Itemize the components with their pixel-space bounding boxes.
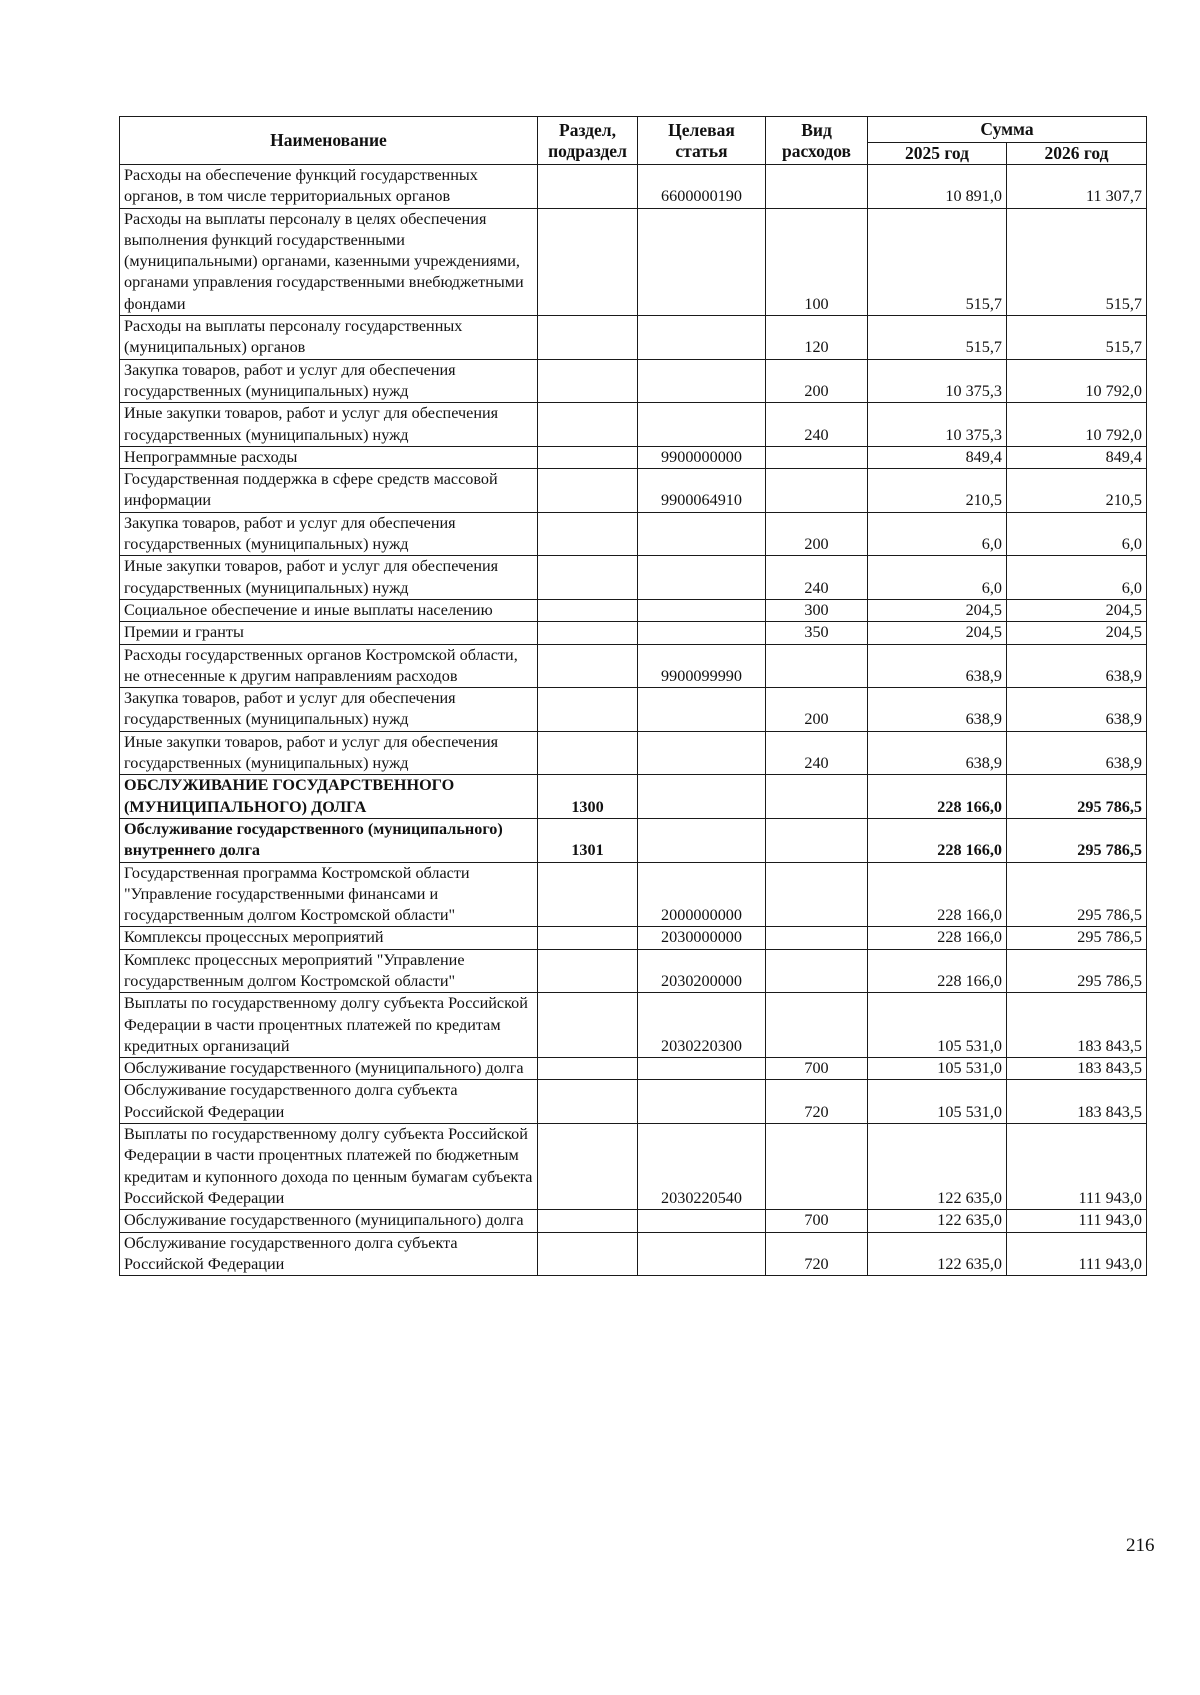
row-expense-type (766, 165, 868, 209)
table-row (120, 1232, 1147, 1276)
row-target (638, 556, 766, 600)
table-row (120, 818, 1147, 862)
row-target (638, 1210, 766, 1232)
table-row (120, 1080, 1147, 1124)
table-row (120, 316, 1147, 360)
table-row (120, 731, 1147, 775)
row-target (638, 622, 766, 644)
row-amount-2025: 228 166,0 (868, 862, 1007, 927)
row-expense-type (766, 927, 868, 949)
row-name: Иные закупки товаров, работ и услуг для обеспечения государственных (муниципальных) нужд (120, 403, 538, 447)
row-expense-type: 120 (766, 316, 868, 360)
row-amount-2025: 228 166,0 (868, 818, 1007, 862)
table-row (120, 949, 1147, 993)
row-amount-2025: 849,4 (868, 446, 1007, 468)
row-amount-2025: 204,5 (868, 622, 1007, 644)
row-amount-2025: 105 531,0 (868, 1080, 1007, 1124)
row-target: 2030000000 (638, 927, 766, 949)
row-amount-2026: 111 943,0 (1007, 1232, 1147, 1276)
row-amount-2025: 638,9 (868, 731, 1007, 775)
row-amount-2025: 122 635,0 (868, 1124, 1007, 1210)
row-expense-type (766, 949, 868, 993)
row-target: 6600000190 (638, 165, 766, 209)
row-amount-2025: 122 635,0 (868, 1232, 1007, 1276)
row-amount-2025: 228 166,0 (868, 775, 1007, 819)
row-section (538, 1210, 638, 1232)
row-section (538, 731, 638, 775)
row-expense-type: 200 (766, 512, 868, 556)
row-target (638, 1232, 766, 1276)
table-row (120, 775, 1147, 819)
row-section (538, 556, 638, 600)
row-target (638, 599, 766, 621)
header-expense-type: Вид расходов (766, 117, 868, 165)
row-name: Государственная программа Костромской области "Управление государственными финансами и государственным долгом Костромской области" (120, 862, 538, 927)
row-section (538, 208, 638, 315)
row-expense-type (766, 446, 868, 468)
row-amount-2026: 183 843,5 (1007, 1080, 1147, 1124)
table-row (120, 403, 1147, 447)
row-target: 9900064910 (638, 469, 766, 513)
row-amount-2025: 228 166,0 (868, 949, 1007, 993)
table-header (120, 117, 1147, 165)
row-expense-type: 700 (766, 1210, 868, 1232)
row-expense-type (766, 862, 868, 927)
row-expense-type (766, 993, 868, 1058)
row-section (538, 949, 638, 993)
row-expense-type (766, 469, 868, 513)
row-name: Обслуживание государственного (муниципального) внутреннего долга (120, 818, 538, 862)
row-section (538, 512, 638, 556)
header-sum: Сумма (868, 117, 1147, 143)
table-body (120, 165, 1147, 1276)
row-amount-2025: 515,7 (868, 316, 1007, 360)
row-name: Обслуживание государственного (муниципального) долга (120, 1058, 538, 1080)
row-amount-2026: 295 786,5 (1007, 775, 1147, 819)
row-name: Закупка товаров, работ и услуг для обеспечения государственных (муниципальных) нужд (120, 688, 538, 732)
header-year-2025: 2025 год (868, 143, 1007, 165)
row-name: Иные закупки товаров, работ и услуг для обеспечения государственных (муниципальных) нужд (120, 556, 538, 600)
row-amount-2025: 6,0 (868, 512, 1007, 556)
row-section: 1301 (538, 818, 638, 862)
header-year-2026: 2026 год (1007, 143, 1147, 165)
row-amount-2026: 6,0 (1007, 512, 1147, 556)
row-amount-2026: 295 786,5 (1007, 927, 1147, 949)
table-row (120, 927, 1147, 949)
row-name: Выплаты по государственному долгу субъекта Российской Федерации в части процентных платежей по кредитам кредитных организаций (120, 993, 538, 1058)
page-number: 216 (1126, 1535, 1155, 1556)
table-row (120, 359, 1147, 403)
table-row (120, 165, 1147, 209)
row-name: Государственная поддержка в сфере средств массовой информации (120, 469, 538, 513)
row-name: Обслуживание государственного долга субъекта Российской Федерации (120, 1080, 538, 1124)
row-target: 9900000000 (638, 446, 766, 468)
row-section (538, 688, 638, 732)
row-target (638, 818, 766, 862)
row-target (638, 512, 766, 556)
row-amount-2025: 210,5 (868, 469, 1007, 513)
row-amount-2025: 105 531,0 (868, 993, 1007, 1058)
row-section (538, 165, 638, 209)
row-amount-2025: 10 375,3 (868, 403, 1007, 447)
row-amount-2026: 10 792,0 (1007, 403, 1147, 447)
row-amount-2026: 849,4 (1007, 446, 1147, 468)
row-name: Обслуживание государственного долга субъекта Российской Федерации (120, 1232, 538, 1276)
table-row (120, 1210, 1147, 1232)
row-target: 2030200000 (638, 949, 766, 993)
row-target: 2030220300 (638, 993, 766, 1058)
table-row (120, 862, 1147, 927)
row-target: 9900099990 (638, 644, 766, 688)
row-target (638, 775, 766, 819)
row-expense-type: 350 (766, 622, 868, 644)
row-amount-2026: 204,5 (1007, 599, 1147, 621)
row-amount-2026: 295 786,5 (1007, 949, 1147, 993)
table-row (120, 1058, 1147, 1080)
row-section: 1300 (538, 775, 638, 819)
table-row (120, 599, 1147, 621)
row-amount-2026: 111 943,0 (1007, 1124, 1147, 1210)
row-expense-type: 300 (766, 599, 868, 621)
row-expense-type: 200 (766, 688, 868, 732)
row-section (538, 644, 638, 688)
row-name: Социальное обеспечение и иные выплаты населению (120, 599, 538, 621)
row-expense-type: 700 (766, 1058, 868, 1080)
row-amount-2025: 6,0 (868, 556, 1007, 600)
row-amount-2026: 11 307,7 (1007, 165, 1147, 209)
table-row (120, 622, 1147, 644)
row-name: Расходы государственных органов Костромской области, не отнесенные к другим направлениям расходов (120, 644, 538, 688)
budget-table (119, 116, 1147, 1276)
row-section (538, 359, 638, 403)
row-expense-type: 100 (766, 208, 868, 315)
row-expense-type: 720 (766, 1232, 868, 1276)
row-name: Расходы на выплаты персоналу государственных (муниципальных) органов (120, 316, 538, 360)
row-target (638, 688, 766, 732)
row-amount-2026: 295 786,5 (1007, 818, 1147, 862)
row-amount-2025: 10 375,3 (868, 359, 1007, 403)
row-name: Закупка товаров, работ и услуг для обеспечения государственных (муниципальных) нужд (120, 512, 538, 556)
row-section (538, 622, 638, 644)
row-name: Обслуживание государственного (муниципального) долга (120, 1210, 538, 1232)
header-target: Целевая статья (638, 117, 766, 165)
table-row (120, 1124, 1147, 1210)
row-amount-2025: 228 166,0 (868, 927, 1007, 949)
table-row (120, 688, 1147, 732)
table-row (120, 644, 1147, 688)
row-expense-type: 200 (766, 359, 868, 403)
row-amount-2026: 638,9 (1007, 688, 1147, 732)
row-target (638, 731, 766, 775)
row-amount-2026: 638,9 (1007, 644, 1147, 688)
row-section (538, 927, 638, 949)
row-section (538, 446, 638, 468)
row-amount-2025: 638,9 (868, 688, 1007, 732)
row-section (538, 403, 638, 447)
row-target (638, 359, 766, 403)
row-name: Непрограммные расходы (120, 446, 538, 468)
row-section (538, 993, 638, 1058)
row-expense-type (766, 644, 868, 688)
table-row (120, 208, 1147, 315)
row-amount-2026: 638,9 (1007, 731, 1147, 775)
row-amount-2025: 10 891,0 (868, 165, 1007, 209)
row-section (538, 599, 638, 621)
table-row (120, 512, 1147, 556)
row-amount-2026: 210,5 (1007, 469, 1147, 513)
row-expense-type: 720 (766, 1080, 868, 1124)
row-target (638, 316, 766, 360)
row-amount-2026: 183 843,5 (1007, 1058, 1147, 1080)
row-amount-2026: 515,7 (1007, 208, 1147, 315)
row-name: Закупка товаров, работ и услуг для обеспечения государственных (муниципальных) нужд (120, 359, 538, 403)
row-target (638, 1058, 766, 1080)
row-amount-2026: 204,5 (1007, 622, 1147, 644)
row-name: Выплаты по государственному долгу субъекта Российской Федерации в части процентных платежей по бюджетным кредитам и купонного дохода по ценным бумагам субъекта Российской Федерации (120, 1124, 538, 1210)
row-name: ОБСЛУЖИВАНИЕ ГОСУДАРСТВЕННОГО (МУНИЦИПАЛЬНОГО) ДОЛГА (120, 775, 538, 819)
row-section (538, 1232, 638, 1276)
row-expense-type (766, 818, 868, 862)
table-row (120, 556, 1147, 600)
row-target: 2000000000 (638, 862, 766, 927)
row-section (538, 316, 638, 360)
row-name: Расходы на выплаты персоналу в целях обеспечения выполнения функций государственными (муниципальными) органами, казенными учреждениями, органами управления государственными внебюджетными фондами (120, 208, 538, 315)
row-section (538, 1124, 638, 1210)
row-target: 2030220540 (638, 1124, 766, 1210)
row-target (638, 1080, 766, 1124)
header-section: Раздел, подраздел (538, 117, 638, 165)
row-amount-2026: 10 792,0 (1007, 359, 1147, 403)
row-amount-2026: 515,7 (1007, 316, 1147, 360)
row-amount-2025: 122 635,0 (868, 1210, 1007, 1232)
row-name: Комплекс процессных мероприятий "Управление государственным долгом Костромской области" (120, 949, 538, 993)
row-target (638, 403, 766, 447)
row-expense-type (766, 1124, 868, 1210)
row-name: Расходы на обеспечение функций государственных органов, в том числе территориальных органов (120, 165, 538, 209)
row-amount-2026: 183 843,5 (1007, 993, 1147, 1058)
row-name: Премии и гранты (120, 622, 538, 644)
row-amount-2026: 111 943,0 (1007, 1210, 1147, 1232)
row-amount-2025: 638,9 (868, 644, 1007, 688)
header-name: Наименование (120, 117, 538, 165)
row-expense-type: 240 (766, 731, 868, 775)
row-expense-type: 240 (766, 403, 868, 447)
row-expense-type (766, 775, 868, 819)
row-amount-2025: 204,5 (868, 599, 1007, 621)
row-name: Комплексы процессных мероприятий (120, 927, 538, 949)
table-row (120, 993, 1147, 1058)
row-amount-2026: 295 786,5 (1007, 862, 1147, 927)
row-section (538, 1058, 638, 1080)
row-section (538, 862, 638, 927)
table-row (120, 446, 1147, 468)
row-amount-2025: 515,7 (868, 208, 1007, 315)
row-name: Иные закупки товаров, работ и услуг для обеспечения государственных (муниципальных) нужд (120, 731, 538, 775)
row-section (538, 1080, 638, 1124)
table-row (120, 469, 1147, 513)
row-target (638, 208, 766, 315)
row-amount-2026: 6,0 (1007, 556, 1147, 600)
row-section (538, 469, 638, 513)
row-expense-type: 240 (766, 556, 868, 600)
row-amount-2025: 105 531,0 (868, 1058, 1007, 1080)
